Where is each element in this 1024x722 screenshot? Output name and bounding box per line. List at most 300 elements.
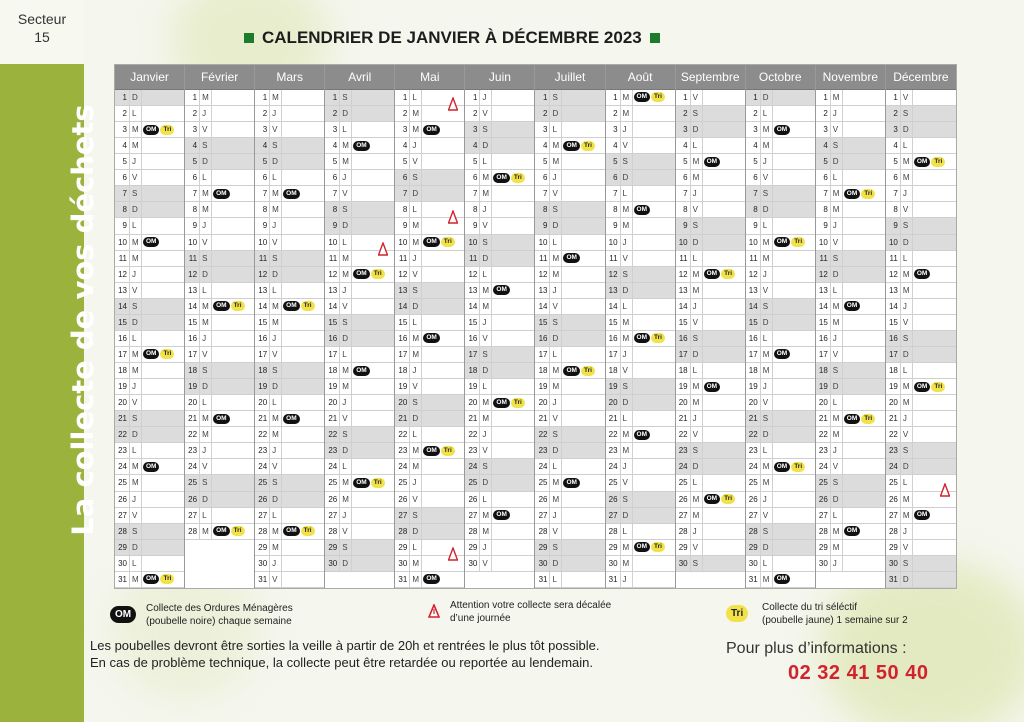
- weekday-letter: M: [199, 411, 211, 426]
- weekday-letter: D: [479, 475, 491, 490]
- day-number: 16: [118, 333, 127, 343]
- day-number: 7: [472, 189, 478, 199]
- day-number: 25: [748, 478, 758, 488]
- weekday-letter: D: [409, 411, 421, 426]
- weekday-letter: M: [269, 90, 281, 105]
- weekday-letter: S: [690, 556, 702, 571]
- day-row: [115, 508, 184, 524]
- collection-badges: [421, 363, 464, 378]
- day-number: 17: [888, 349, 898, 359]
- weekday-letter: M: [549, 138, 561, 153]
- day-number: 15: [468, 317, 478, 327]
- weekday-letter: J: [900, 524, 912, 539]
- day-row: [115, 202, 184, 218]
- om-badge: OM: [213, 189, 229, 199]
- day-number: 6: [893, 173, 898, 183]
- weekday-letter: D: [339, 443, 351, 458]
- weekday-letter: D: [479, 363, 491, 378]
- day-number: 7: [823, 189, 828, 199]
- month-header: Août: [606, 65, 675, 90]
- day-row: [886, 283, 956, 299]
- weekday-letter: D: [830, 492, 842, 507]
- collection-badges: [772, 218, 815, 233]
- month-column: [115, 65, 185, 588]
- collection-badges: [421, 347, 464, 362]
- day-number: 6: [753, 173, 758, 183]
- weekday-letter: M: [199, 427, 211, 442]
- day-number: 13: [118, 285, 127, 295]
- weekday-letter: M: [409, 122, 421, 137]
- day-number: 27: [888, 510, 898, 520]
- day-number: 8: [332, 205, 338, 215]
- day-number: 19: [608, 382, 618, 392]
- day-number: 6: [683, 173, 688, 183]
- weekday-letter: M: [409, 235, 421, 250]
- weekday-letter: S: [269, 475, 281, 490]
- collection-badges: [632, 218, 675, 233]
- day-row: [255, 267, 324, 283]
- weekday-letter: L: [269, 283, 281, 298]
- collection-badges: [912, 508, 956, 523]
- day-number: 14: [538, 301, 548, 311]
- collection-badges: [632, 331, 675, 346]
- weekday-letter: J: [479, 540, 491, 555]
- weekday-letter: S: [199, 138, 211, 153]
- day-row: [606, 138, 675, 154]
- weekday-letter: V: [900, 202, 912, 217]
- weekday-letter: L: [690, 363, 702, 378]
- collection-badges: [561, 90, 604, 105]
- weekday-letter: S: [199, 251, 211, 266]
- weekday-letter: V: [549, 411, 561, 426]
- collection-badges: [211, 492, 254, 507]
- day-row: [676, 556, 745, 572]
- weekday-letter: D: [339, 106, 351, 121]
- weekday-letter: S: [549, 540, 561, 555]
- collection-badges: [491, 459, 534, 474]
- weekday-letter: J: [690, 186, 702, 201]
- collection-badges: [491, 492, 534, 507]
- collection-badges: [772, 202, 815, 217]
- day-number: 11: [749, 253, 758, 263]
- day-number: 25: [118, 478, 127, 488]
- day-row: [395, 540, 464, 556]
- month-column: [676, 65, 746, 588]
- day-number: 6: [613, 173, 618, 183]
- om-badge: OM: [844, 526, 860, 536]
- weekday-letter: M: [129, 363, 141, 378]
- weekday-letter: V: [760, 395, 772, 410]
- om-badge: OM: [283, 526, 299, 536]
- day-row: [255, 379, 324, 395]
- weekday-letter: L: [900, 138, 912, 153]
- day-row: [465, 508, 534, 524]
- weekday-letter: M: [900, 267, 912, 282]
- day-number: 28: [748, 526, 758, 536]
- weekday-letter: L: [129, 106, 141, 121]
- day-row: [185, 363, 254, 379]
- day-number: 30: [468, 558, 478, 568]
- legend-om: [146, 602, 293, 628]
- weekday-letter: V: [269, 235, 281, 250]
- day-number: 18: [888, 366, 898, 376]
- day-number: 31: [118, 574, 127, 584]
- day-row: [255, 363, 324, 379]
- day-row: [676, 251, 745, 267]
- day-number: 2: [823, 109, 828, 119]
- day-number: 24: [608, 462, 618, 472]
- weekday-letter: L: [269, 170, 281, 185]
- collection-badges: [281, 556, 324, 571]
- day-row: [115, 475, 184, 491]
- day-row: [886, 475, 956, 491]
- square-bullet-icon: [650, 33, 660, 43]
- weekday-letter: L: [129, 556, 141, 571]
- day-row: [325, 492, 394, 508]
- weekday-letter: M: [549, 267, 561, 282]
- collection-badges: [421, 331, 464, 346]
- day-row: [886, 331, 956, 347]
- day-row: [115, 572, 184, 588]
- day-row: [746, 395, 815, 411]
- day-row: [465, 154, 534, 170]
- day-number: 5: [753, 157, 758, 167]
- legend-warn: [450, 599, 611, 625]
- day-row: [676, 299, 745, 315]
- weekday-letter: D: [690, 235, 702, 250]
- day-number: 29: [678, 542, 688, 552]
- day-number: 17: [818, 349, 828, 359]
- day-number: 7: [402, 189, 408, 199]
- day-row: [395, 154, 464, 170]
- day-number: 19: [888, 382, 898, 392]
- om-badge: OM: [774, 574, 790, 584]
- collection-badges: [421, 556, 464, 571]
- weekday-letter: M: [409, 106, 421, 121]
- day-row: [535, 267, 604, 283]
- collection-badges: [491, 218, 534, 233]
- weekday-letter: M: [690, 379, 702, 394]
- weekday-letter: D: [199, 267, 211, 282]
- sector-number: 15: [34, 29, 50, 45]
- weekday-letter: M: [830, 186, 842, 201]
- day-row: [465, 218, 534, 234]
- day-number: 18: [748, 366, 758, 376]
- day-row: [115, 459, 184, 475]
- day-number: 9: [823, 221, 828, 231]
- collection-badges: [702, 475, 745, 490]
- day-number: 7: [332, 189, 338, 199]
- day-number: 24: [888, 462, 898, 472]
- day-number: 5: [402, 157, 408, 167]
- day-number: 8: [402, 205, 408, 215]
- weekday-letter: J: [129, 267, 141, 282]
- weekday-letter: L: [549, 235, 561, 250]
- collection-badges: [421, 138, 464, 153]
- month-header: Juillet: [535, 65, 604, 90]
- day-row: [185, 315, 254, 331]
- phone-number[interactable]: 02 32 41 50 40: [788, 662, 929, 684]
- day-number: 19: [118, 382, 127, 392]
- weekday-letter: M: [620, 443, 632, 458]
- weekday-letter: V: [760, 170, 772, 185]
- weekday-letter: D: [269, 154, 281, 169]
- day-number: 27: [258, 510, 268, 520]
- om-badge: OM: [493, 398, 509, 408]
- collection-badges: [421, 475, 464, 490]
- weekday-letter: M: [129, 475, 141, 490]
- day-row: [746, 363, 815, 379]
- weekday-letter: S: [760, 299, 772, 314]
- day-number: 2: [332, 109, 338, 119]
- weekday-letter: L: [339, 347, 351, 362]
- collection-badges: [632, 395, 675, 410]
- day-number: 27: [188, 510, 198, 520]
- day-number: 25: [888, 478, 898, 488]
- collection-badges: [702, 315, 745, 330]
- day-number: 7: [262, 189, 268, 199]
- collection-badges: [421, 235, 464, 250]
- day-number: 22: [818, 430, 828, 440]
- day-row: [816, 170, 885, 186]
- day-number: 11: [328, 253, 338, 263]
- collection-badges: [421, 411, 464, 426]
- weekday-letter: D: [199, 492, 211, 507]
- weekday-letter: L: [620, 186, 632, 201]
- weekday-letter: S: [690, 106, 702, 121]
- collection-badges: [702, 395, 745, 410]
- day-row: [816, 540, 885, 556]
- collection-badges: [632, 235, 675, 250]
- day-number: 12: [748, 269, 758, 279]
- day-row: [676, 492, 745, 508]
- month-header: Septembre: [676, 65, 745, 90]
- day-row: [676, 524, 745, 540]
- collection-badges: [211, 138, 254, 153]
- collection-badges: [912, 363, 956, 378]
- day-row: [185, 524, 254, 540]
- day-row: [676, 540, 745, 556]
- collection-badges: [702, 218, 745, 233]
- weekday-letter: D: [900, 572, 912, 587]
- tri-badge: Tri: [651, 333, 665, 343]
- day-number: 12: [888, 269, 898, 279]
- day-row: [606, 540, 675, 556]
- day-row: [395, 475, 464, 491]
- collection-badges: [491, 395, 534, 410]
- collection-badges: [702, 283, 745, 298]
- weekday-letter: D: [269, 492, 281, 507]
- day-row: [535, 443, 604, 459]
- day-number: 10: [188, 237, 198, 247]
- collection-badges: [421, 315, 464, 330]
- collection-badges: [772, 524, 815, 539]
- om-badge: OM: [634, 542, 650, 552]
- day-number: 16: [678, 333, 688, 343]
- om-badge: OM: [353, 366, 369, 376]
- collection-badges: [351, 299, 394, 314]
- weekday-letter: J: [339, 170, 351, 185]
- day-number: 7: [613, 189, 618, 199]
- om-badge: OM: [704, 157, 720, 167]
- weekday-letter: V: [620, 475, 632, 490]
- collection-badges: [351, 411, 394, 426]
- weekday-letter: D: [549, 556, 561, 571]
- day-row: [886, 459, 956, 475]
- sector-box: [0, 0, 84, 64]
- day-row: [535, 186, 604, 202]
- day-row: [746, 347, 815, 363]
- collection-badges: [281, 218, 324, 233]
- day-number: 10: [608, 237, 618, 247]
- weekday-letter: D: [900, 459, 912, 474]
- day-row: [535, 492, 604, 508]
- collection-badges: [281, 235, 324, 250]
- day-row: [606, 395, 675, 411]
- weekday-letter: M: [620, 556, 632, 571]
- day-number: 29: [398, 542, 408, 552]
- day-number: 11: [819, 253, 828, 263]
- collection-badges: [772, 556, 815, 571]
- collection-badges: [491, 122, 534, 137]
- collection-badges: [421, 122, 464, 137]
- collection-badges: [772, 395, 815, 410]
- weekday-letter: M: [479, 170, 491, 185]
- day-row: [886, 524, 956, 540]
- day-number: 25: [538, 478, 548, 488]
- day-number: 25: [258, 478, 268, 488]
- collection-badges: [491, 170, 534, 185]
- empty-day-row: [185, 556, 254, 572]
- day-row: [606, 524, 675, 540]
- collection-badges: [491, 106, 534, 121]
- day-number: 1: [262, 92, 268, 102]
- om-badge: OM: [634, 205, 650, 215]
- day-number: 25: [608, 478, 618, 488]
- collection-badges: [281, 90, 324, 105]
- collection-badges: [141, 170, 184, 185]
- weekday-letter: S: [129, 524, 141, 539]
- weekday-letter: M: [620, 106, 632, 121]
- day-number: 15: [328, 317, 338, 327]
- collection-badges: [281, 524, 324, 539]
- day-number: 1: [893, 92, 898, 102]
- square-bullet-icon: [244, 33, 254, 43]
- day-row: [535, 556, 604, 572]
- weekday-letter: M: [129, 122, 141, 137]
- weekday-letter: V: [199, 459, 211, 474]
- collection-badges: [912, 106, 956, 121]
- weekday-letter: S: [620, 492, 632, 507]
- collection-badges: [141, 524, 184, 539]
- weekday-letter: M: [690, 170, 702, 185]
- tri-badge: Tri: [160, 574, 174, 584]
- day-number: 23: [608, 446, 618, 456]
- day-row: [535, 331, 604, 347]
- collection-badges: [141, 443, 184, 458]
- collection-badges: [561, 508, 604, 523]
- collection-badges: [702, 363, 745, 378]
- day-number: 24: [398, 462, 408, 472]
- day-row: [395, 90, 464, 106]
- day-row: [325, 427, 394, 443]
- day-row: [465, 202, 534, 218]
- collection-badges: [211, 170, 254, 185]
- weekday-letter: M: [129, 572, 141, 587]
- day-row: [115, 379, 184, 395]
- weekday-letter: S: [900, 556, 912, 571]
- om-badge: OM: [283, 414, 299, 424]
- day-row: [746, 331, 815, 347]
- collection-badges: [912, 267, 956, 282]
- collection-badges: [702, 122, 745, 137]
- weekday-letter: M: [199, 90, 211, 105]
- day-number: 17: [398, 349, 408, 359]
- day-number: 9: [893, 221, 898, 231]
- empty-day-row: [325, 572, 394, 588]
- day-number: 1: [332, 92, 338, 102]
- day-row: [746, 138, 815, 154]
- day-row: [886, 267, 956, 283]
- om-badge: OM: [283, 189, 299, 199]
- legend-tri-line1: Collecte du tri séléctif: [762, 602, 858, 613]
- day-number: 11: [258, 253, 268, 263]
- day-row: [325, 251, 394, 267]
- day-number: 6: [262, 173, 268, 183]
- weekday-letter: V: [129, 508, 141, 523]
- day-row: [606, 331, 675, 347]
- day-number: 30: [118, 558, 127, 568]
- month-column: [886, 65, 956, 588]
- weekday-letter: J: [479, 90, 491, 105]
- weekday-letter: S: [549, 427, 561, 442]
- day-row: [395, 492, 464, 508]
- om-badge: OM: [423, 125, 439, 135]
- day-row: [325, 459, 394, 475]
- collection-badges: [421, 106, 464, 121]
- collection-badges: [772, 347, 815, 362]
- tri-badge: Tri: [301, 301, 315, 311]
- day-row: [395, 411, 464, 427]
- weekday-letter: J: [900, 299, 912, 314]
- day-row: [465, 347, 534, 363]
- day-row: [115, 556, 184, 572]
- collection-badges: [351, 202, 394, 217]
- collection-badges: [842, 459, 885, 474]
- collection-badges: [702, 331, 745, 346]
- weekday-letter: M: [269, 411, 281, 426]
- collection-badges: [281, 540, 324, 555]
- day-number: 8: [543, 205, 548, 215]
- month-header: Mai: [395, 65, 464, 90]
- om-badge: OM: [353, 478, 369, 488]
- om-badge: OM: [423, 574, 439, 584]
- day-number: 6: [402, 173, 408, 183]
- day-number: 28: [608, 526, 618, 536]
- day-number: 28: [468, 526, 478, 536]
- day-number: 16: [888, 333, 898, 343]
- day-row: [535, 315, 604, 331]
- day-row: [816, 459, 885, 475]
- day-row: [816, 315, 885, 331]
- day-number: 10: [258, 237, 268, 247]
- collection-badges: [491, 186, 534, 201]
- collection-badges: [772, 492, 815, 507]
- day-number: 3: [543, 125, 548, 135]
- weekday-letter: M: [760, 459, 772, 474]
- tri-badge: Tri: [511, 398, 525, 408]
- month-column: [535, 65, 605, 588]
